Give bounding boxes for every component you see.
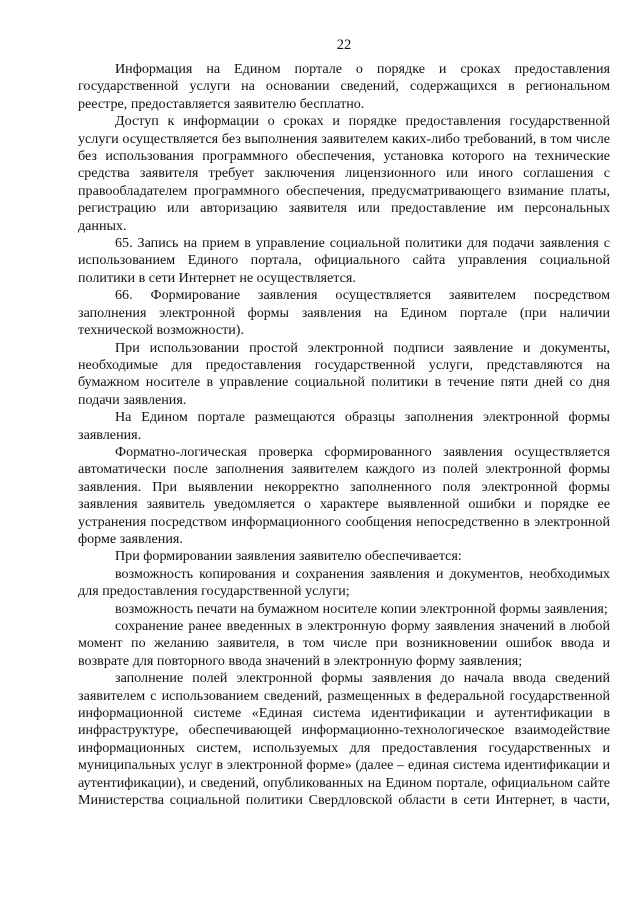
paragraph-6: На Едином портале размещаются образцы заполнения электронной формы заявления. [78,409,610,443]
paragraph-12: заполнение полей электронной формы заявления до начала ввода сведений заявителем с использованием сведений, размещенных в федеральной государственной информационной системе «Единая система идентификации и аутентификации в инфраструктуре, обеспечивающей информационно-технологическое взаимодействие информационных систем, используемых для предоставления государственных и муниципальных услуг в электронной форме» (далее – единая система идентификации и аутентификации), и сведений, опубликованных на Едином портале, официальном сайте Министерства социальной политики Свердловской области в сети Интернет, в части, [78,670,610,809]
paragraph-3-item-65: 65. Запись на прием в управление социальной политики для подачи заявления с использованием Единого портала, официального сайта управления социальной политики в сети Интернет не осуществляется. [78,235,610,286]
paragraph-4-item-66: 66. Формирование заявления осуществляется заявителем посредством заполнения электронной формы заявления на Едином портале (при наличии технической возможности). [78,287,610,339]
paragraph-2: Доступ к информации о сроках и порядке предоставления государственной услуги осуществляется без выполнения заявителем каких-либо требований, в том числе без использования программного обеспечения, установка которого на технические средства заявителя требует заключения лицензионного или иного соглашения с правообладателем программного обеспечения, предусматривающего взимание платы, регистрацию или авторизацию заявителя или предоставление им персональных данных. [78,113,610,234]
paragraph-10: возможность печати на бумажном носителе копии электронной формы заявления; [115,600,608,617]
paragraph-8: При формировании заявления заявителю обеспечивается: [115,548,462,565]
paragraph-7: Форматно-логическая проверка сформированного заявления осуществляется автоматически после заполнения заявителем каждого из полей электронной формы заявления. При выявлении некорректно заполненного поля электронной формы заявления заявитель уведомляется о характере выявленной ошибки и порядке ее устранения посредством информационного сообщения непосредственно в электронной форме заявления. [78,443,610,547]
paragraph-9: возможность копирования и сохранения заявления и документов, необходимых для предоставления государственной услуги; [78,565,610,600]
paragraph-1: Информация на Едином портале о порядке и сроках предоставления государственной услуги на основании сведений, содержащихся в региональном реестре, предоставляется заявителю бесплатно. [78,61,610,112]
page-number: 22 [336,37,352,53]
paragraph-5: При использовании простой электронной подписи заявление и документы, необходимые для предоставления государственной услуги, представляются на бумажном носителе в управление социальной политики в течение пяти дней со дня подачи заявления. [78,339,610,408]
paragraph-11: сохранение ранее введенных в электронную форму заявления значений в любой момент по желанию заявителя, в том числе при возникновении ошибок ввода и возврате для повторного ввода значений в электронную форму заявления; [78,618,610,669]
document-body [78,61,610,809]
